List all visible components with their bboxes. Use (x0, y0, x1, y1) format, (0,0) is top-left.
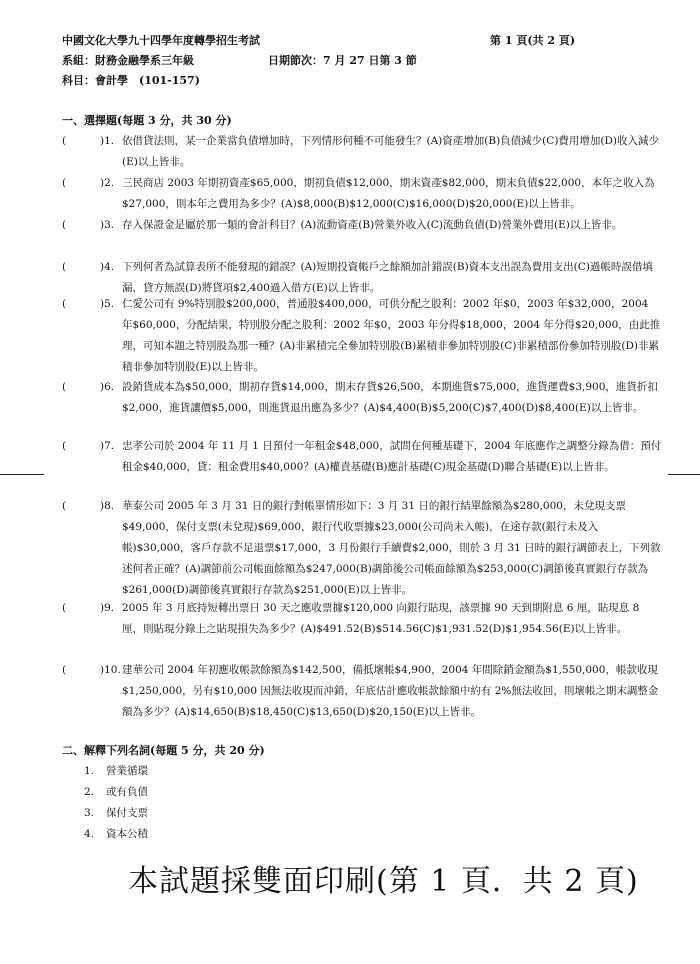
term-text: 或有負債 (106, 786, 148, 798)
term-text: 資本公積 (106, 828, 148, 840)
answer-paren: ( (62, 135, 67, 147)
question-text: 華泰公司 2005 年 3 月 31 日的銀行對帳單情形如下：3 月 31 日的銀行結單餘額為$280,000，未兌現支票$49,000，保付支票(未兌現)$69,000，銀行代收票據$23,000(公司尚未入帳)，在途存款(銀行未及入帳)$30,000，客戶存款不足退票$17,000，3 月份銀行手續費$2,000，則於 3 月 31 日時的銀行調節表上，下列敘述何者正確？(A)調節前公司帳面餘額為$247,000(B)調節後公司帳面餘額為$253,000(C)調節後真實銀行存款為$261,000(D)調節後真實銀行存款為$251,000(E)以上皆非。 (122, 500, 661, 596)
exam-title: 中國文化大學九十四學年度轉學招生考試 (62, 34, 260, 47)
answer-paren: ( (62, 177, 67, 189)
question-5 (62, 294, 662, 378)
question-text: 下列何者為試算表所不能發現的錯誤？(A)短期投資帳戶之餘額加計錯誤(B)資本支出誤為費用支出(C)過帳時誤借填漏，貸方無誤(D)將貸項$2,400過入借方(E)以上皆非。 (122, 261, 653, 294)
answer-paren: ( (62, 500, 67, 512)
answer-paren: ( (62, 602, 67, 614)
question-text: 依借貸法則，某一企業當負債增加時，下列情形何種不可能發生？(A)資產增加(B)負債減少(C)費用增加(D)收入減少(E)以上皆非。 (122, 135, 660, 168)
question-text: 2005 年 3 月底持短轉出票日 30 天之應收票據$120,000 向銀行貼現，該票據 90 天到期附息 6 厘，貼現息 8 厘，則貼現分錄上之貼現損失為多少？(A)$491.52(B)$514.56(C)$1,931.52(D)$1,954.56(E)以上皆非。 (122, 602, 640, 635)
question-text: 三民商店 2003 年期初資產$65,000，期初負債$12,000，期末資產$82,000，期末負債$22,000，本年之收入為$27,000，則本年之費用為多少？(A)$8,000(B)$12,000(C)$16,000(D)$20,000(E)以上皆非。 (122, 177, 655, 210)
subject: 科目：會計學 (101-157) (62, 74, 200, 87)
term-number: 1. (84, 765, 95, 777)
answer-paren: ( (62, 219, 67, 231)
department: 系組：財務金融學系三年級 (62, 54, 194, 67)
question-10 (62, 660, 662, 723)
fold-mark-left (0, 474, 44, 475)
question-7 (62, 436, 662, 478)
term-number: 2. (84, 786, 95, 798)
question-number: )10. (100, 664, 121, 676)
question-number: )9. (100, 602, 115, 614)
question-text: 忠孝公司於 2004 年 11 月 1 日預付一年租金$48,000，試問在何種基礎下，2004 年底應作之調整分錄為借：預付租金$40,000，貸：租金費用$40,000？(A)權責基礎(B)應計基礎(C)現金基礎(D)聯合基礎(E)以上皆非。 (122, 440, 662, 473)
fold-mark-right (668, 474, 700, 475)
question-number: )8. (100, 500, 115, 512)
double-sided-notice: 本試題採雙面印刷(第 1 頁．共 2 頁) (128, 864, 639, 899)
term-text: 營業循環 (106, 765, 148, 777)
term-item (84, 763, 148, 779)
question-number: )1. (100, 135, 115, 147)
term-item (84, 784, 148, 800)
question-number: )4. (100, 261, 115, 273)
question-text: 仁愛公司有 9%特別股$200,000，普通股$400,000，可供分配之股利：2002 年$0，2003 年$32,000，2004 年$60,000，分配結果，特別股分配之股利：2002 年$0，2003 年分得$18,000，2004 年分得$20,000，由此推理，可知本題之特別股為那一種？(A)非累積完全參加特別股(B)累積非參加特別股(C)非累積部份參加特別股(D)非累積非參加特別股(E)以上皆非。 (122, 298, 661, 373)
question-2 (62, 173, 662, 215)
answer-paren: ( (62, 381, 67, 393)
page-info: 第 1 頁(共 2 頁) (490, 34, 576, 47)
question-3 (62, 215, 662, 236)
question-9 (62, 598, 662, 640)
question-text: 設銷貨成本為$50,000，期初存貨$14,000，期末存貨$26,500，本期進貨$75,000，進貨運費$3,900，進貨折扣$2,000，進貨讓價$5,000，則進貨退出應為多少？(A)$4,400(B)$5,200(C)$7,400(D)$8,400(E)以上皆非。 (122, 381, 658, 414)
question-text: 存入保證金是屬於那一類的會計科目？(A)流動資產(B)營業外收入(C)流動負債(D)營業外費用(E)以上皆非。 (122, 219, 623, 231)
term-text: 保付支票 (106, 807, 148, 819)
question-text: 建華公司 2004 年初應收帳款餘額為$142,500，備抵壞帳$4,900，2004 年間除銷金額為$1,550,000，帳款收現$1,250,000，另有$10,000 因無法收現而沖銷，年底估計應收帳款餘額中約有 2%無法收回，則壞帳之期末調整金額為多少？(A)$14,650(B)$18,450(C)$13,650(D)$20,150(E)以上皆非。 (122, 664, 659, 718)
question-number: )5. (100, 298, 115, 310)
exam-schedule: 日期節次：7 月 27 日第 3 節 (268, 54, 417, 67)
term-item (84, 805, 148, 821)
question-6 (62, 377, 662, 419)
section1-title: 一、選擇題(每題 3 分，共 30 分) (62, 114, 232, 127)
answer-paren: ( (62, 261, 67, 273)
term-item (84, 826, 148, 842)
question-1 (62, 131, 662, 173)
answer-paren: ( (62, 664, 67, 676)
section2-title: 二、解釋下列名詞(每題 5 分，共 20 分) (62, 744, 265, 757)
question-number: )7. (100, 440, 115, 452)
question-number: )6. (100, 381, 115, 393)
answer-paren: ( (62, 298, 67, 310)
term-number: 3. (84, 807, 95, 819)
question-8 (62, 496, 662, 601)
question-number: )2. (100, 177, 115, 189)
question-4 (62, 257, 662, 299)
term-number: 4. (84, 828, 95, 840)
answer-paren: ( (62, 440, 67, 452)
question-number: )3. (100, 219, 115, 231)
